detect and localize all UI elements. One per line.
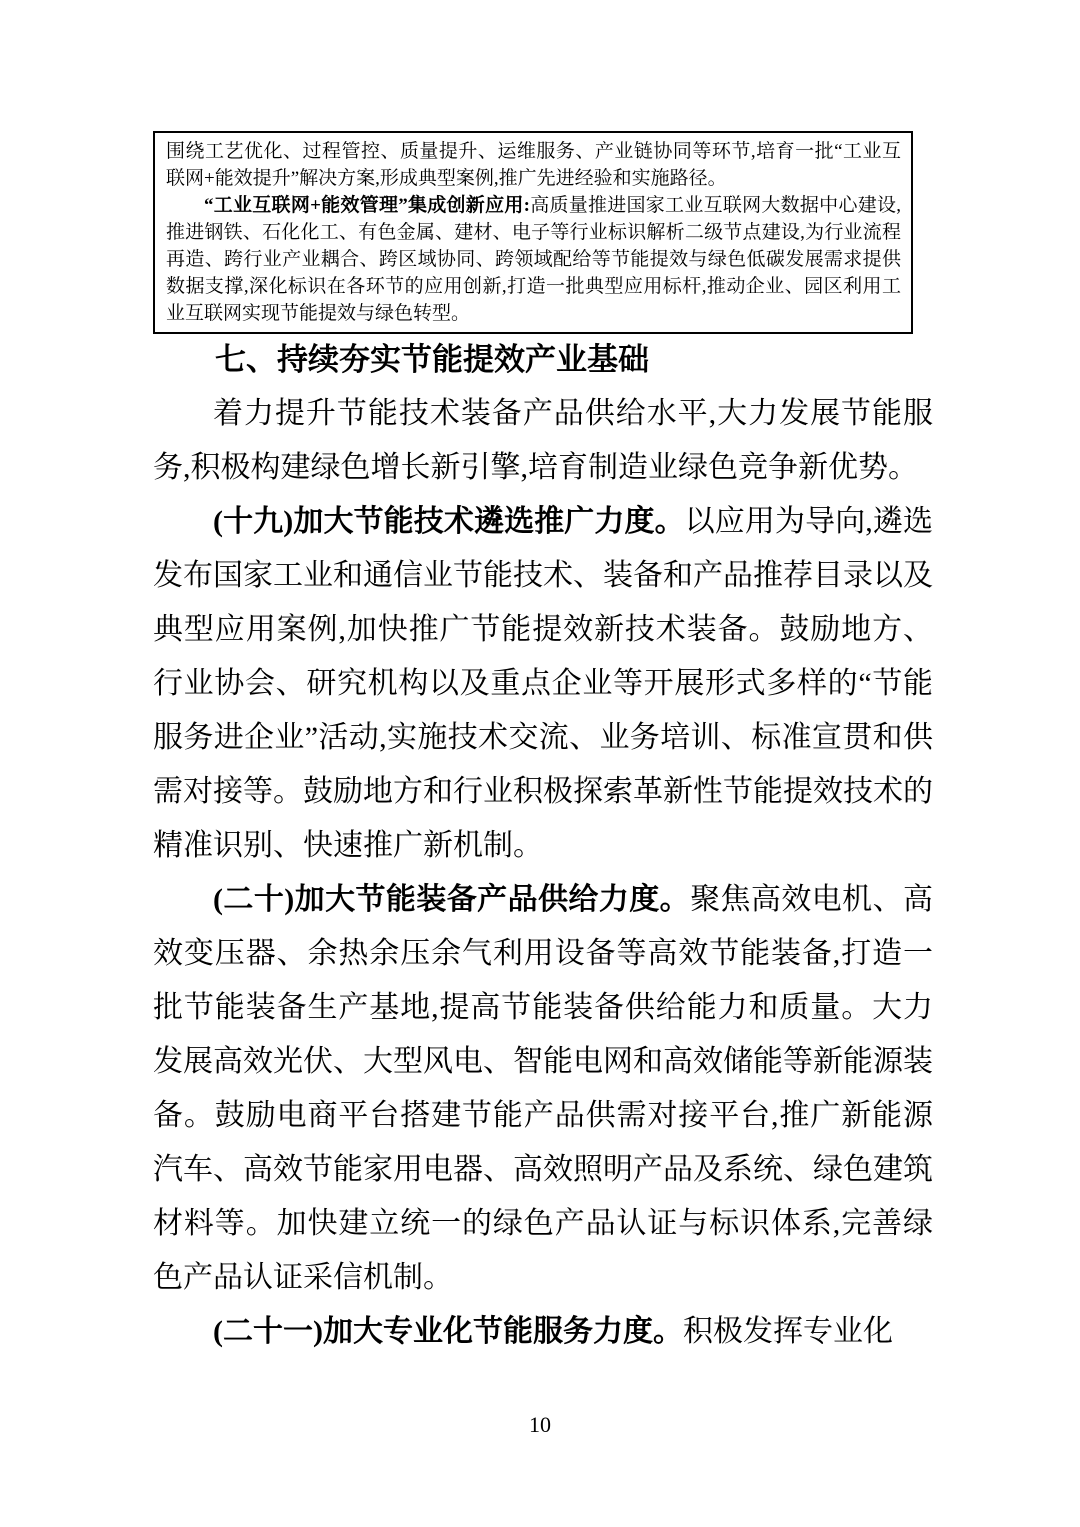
clause-21-text: 积极发挥专业化 — [682, 1315, 893, 1348]
intro-text: 着力提升节能技术装备产品供给水平,大力发展节能服务,积极构建绿色增长新引擎,培育制造业绿色竞争新优势。 — [153, 397, 933, 484]
callout-paragraph-application — [166, 192, 901, 327]
intro-paragraph — [153, 387, 933, 495]
callout-bold-lead: “工业互联网+能效管理”集成创新应用: — [204, 195, 530, 216]
document-body — [153, 333, 933, 1359]
clause-20-paragraph — [153, 873, 933, 1305]
callout-text-1: 围绕工艺优化、过程管控、质量提升、运维服务、产业链协同等环节,培育一批“工业互联网+能效提升”解决方案,形成典型案例,推广先进经验和实施路径。 — [166, 141, 901, 189]
clause-19-paragraph — [153, 495, 933, 873]
callout-box — [153, 131, 913, 334]
section-heading: 七、持续夯实节能提效产业基础 — [215, 342, 649, 377]
clause-19-title: (十九)加大节能技术遴选推广力度。 — [213, 505, 685, 538]
clause-20-title: (二十)加大节能装备产品供给力度。 — [213, 883, 691, 916]
callout-paragraph-continuation — [166, 138, 901, 192]
clause-21-title: (二十一)加大专业化节能服务力度。 — [213, 1315, 683, 1348]
clause-19-text: 以应用为导向,遴选发布国家工业和通信业节能技术、装备和产品推荐目录以及典型应用案例,加快推广节能提效新技术装备。鼓励地方、行业协会、研究机构以及重点企业等开展形式多样的“节能服务进企业”活动,实施技术交流、业务培训、标准宣贯和供需对接等。鼓励地方和行业积极探索革新性节能提效技术的精准识别、快速推广新机制。 — [153, 505, 934, 862]
clause-21-paragraph — [153, 1305, 933, 1359]
callout-text-2: 高质量推进国家工业互联网大数据中心建设,推进钢铁、石化化工、有色金属、建材、电子等行业标识解析二级节点建设,为行业流程再造、跨行业产业耦合、跨区域协同、跨领域配给等节能提效与绿色低碳发展需求提供数据支撑,深化标识在各环节的应用创新,打造一批典型应用标杆,推动企业、园区利用工业互联网实现节能提效与绿色转型。 — [166, 195, 901, 324]
clause-20-text: 聚焦高效电机、高效变压器、余热余压余气利用设备等高效节能装备,打造一批节能装备生产基地,提高节能装备供给能力和质量。大力发展高效光伏、大型风电、智能电网和高效储能等新能源装备。鼓励电商平台搭建节能产品供需对接平台,推广新能源汽车、高效节能家用电器、高效照明产品及系统、绿色建筑材料等。加快建立统一的绿色产品认证与标识体系,完善绿色产品认证采信机制。 — [153, 883, 933, 1294]
page-number: 10 — [529, 1412, 551, 1437]
